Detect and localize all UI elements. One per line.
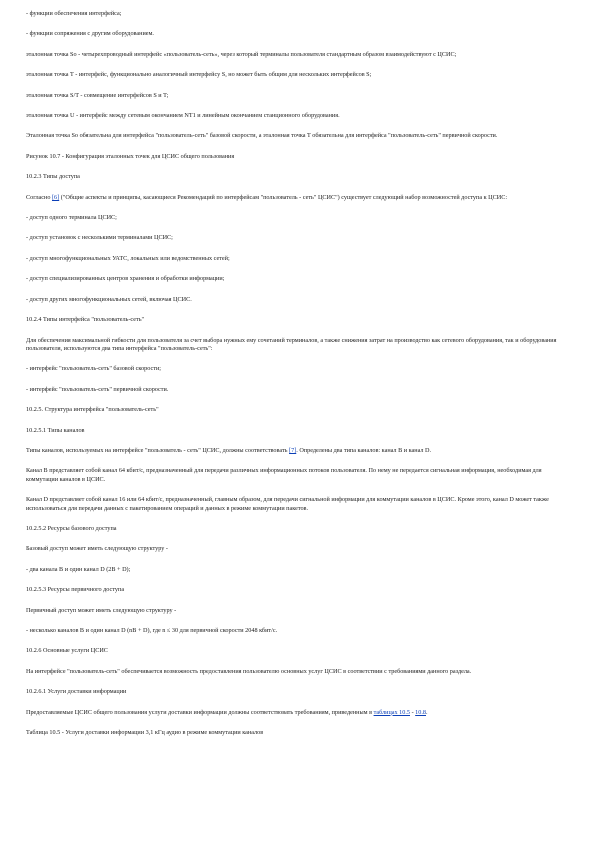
paragraph: эталонная точка S/T - совмещение интерфейсов S и T; bbox=[26, 91, 169, 99]
paragraph bbox=[26, 447, 574, 455]
paragraph: Канал D представляет собой канал 16 или 64 кбит/с, предназначенный, главным образом, для передачи сигнальной информации для коммутации каналов в ЦСИС. Кроме этого, канал D может также использоваться для передачи данных с пакетированием операций и данных в режиме коммутации пакетов. bbox=[26, 496, 549, 512]
paragraph-text: . bbox=[426, 708, 428, 716]
reference-link-6[interactable]: [6] bbox=[51, 193, 60, 201]
paragraph-text: Согласно bbox=[26, 193, 52, 201]
paragraph: эталонная точка T - интерфейс, функционально аналогичный интерфейсу S, но может быть общим для нескольких интерфейсов S; bbox=[26, 71, 372, 79]
table-link-10-5[interactable]: таблицах 10.5 bbox=[373, 708, 411, 716]
list-item: - доступ одного терминала ЦСИС; bbox=[26, 214, 117, 222]
list-item: - доступ других многофункциональных сетей, включая ЦСИС. bbox=[26, 295, 192, 303]
list-item: - доступ установок с несколькими терминалами ЦСИС; bbox=[26, 234, 173, 242]
paragraph: Эталонная точка Sо обязательна для интерфейса "пользователь-сеть" базовой скорости, а эталонная точка T обязательна для интерфейса "пользователь-сеть" первичной скорости. bbox=[26, 132, 498, 140]
table-link-10-8[interactable]: 10.8 bbox=[415, 708, 426, 716]
document-page bbox=[26, 10, 574, 749]
paragraph-text: - bbox=[410, 708, 416, 716]
section-heading: 10.2.6 Основные услуги ЦСИС bbox=[26, 647, 108, 655]
paragraph: Для обеспечения максимальной гибкости для пользователя за счет выбора нужных ему сочетаний терминалов, а также снижения затрат на производство как сетевого оборудования, так и оборудования пользователя, используются два типа интерфейса "пользователь-сеть": bbox=[26, 336, 557, 352]
paragraph: - функции сопряжения с другим оборудованием. bbox=[26, 30, 154, 38]
paragraph: На интерфейсе "пользователь-сеть" обеспечивается возможность предоставления пользователю основных услуг ЦСИС в соответствии с требованиями данного раздела. bbox=[26, 667, 472, 675]
list-item: - интерфейс "пользователь-сеть" первичной скорости. bbox=[26, 385, 169, 393]
paragraph-text: Предоставляемые ЦСИС общего пользования услуги доставки информации должны соответствовать требованиям, приведенным в bbox=[26, 708, 374, 716]
section-heading: 10.2.5. Структура интерфейса "пользователь-сеть" bbox=[26, 406, 159, 414]
paragraph bbox=[26, 709, 574, 717]
paragraph: Канал B представляет собой канал 64 кбит/с, предназначенный для передачи различных информационных потоков пользователя. По нему не передается сигнальная информация, необходимая для коммутации каналов в ЦСИС. bbox=[26, 467, 542, 483]
section-heading: 10.2.4 Типы интерфейса "пользователь-сеть" bbox=[26, 316, 145, 324]
table-caption: Таблица 10.5 - Услуги доставки информации 3,1 кГц аудио в режиме коммутации каналов bbox=[26, 729, 264, 737]
section-heading: 10.2.5.2 Ресурсы базового доступа bbox=[26, 524, 117, 532]
paragraph: эталонная точка U - интерфейс между сетевым окончанием NT1 и линейным окончанием станционного оборудования. bbox=[26, 112, 340, 120]
list-item: - доступ многофункциональных УАТС, локальных или ведомственных сетей; bbox=[26, 254, 230, 262]
paragraph: Первичный доступ может иметь следующую структуру - bbox=[26, 606, 177, 614]
list-item: - несколько каналов B и один канал D (nB + D), где n ≤ 30 для первичной скорости 2048 кбит/с. bbox=[26, 627, 278, 634]
section-heading: 10.2.3 Типы доступа bbox=[26, 173, 80, 181]
paragraph bbox=[26, 194, 574, 202]
section-heading: 10.2.5.3 Ресурсы первичного доступа bbox=[26, 586, 125, 594]
paragraph-text: . Определены два типа каналов: канал B и канал D. bbox=[296, 446, 432, 454]
reference-link-7[interactable]: [7] bbox=[289, 446, 297, 454]
list-item: - два канала B и один канал D (2B + D); bbox=[26, 565, 131, 573]
section-heading: 10.2.6.1 Услуги доставки информации bbox=[26, 688, 127, 696]
list-item: - интерфейс "пользователь-сеть" базовой скорости; bbox=[26, 365, 161, 373]
paragraph: Базовый доступ может иметь следующую структуру - bbox=[26, 545, 168, 553]
paragraph-text: ("Общие аспекты и принципы, касающиеся Рекомендаций по интерфейсам "пользователь - сеть" ЦСИС") существует следующий набор возможностей доступа к ЦСИС: bbox=[59, 193, 508, 201]
paragraph-text: Типы каналов, используемых на интерфейсе "пользователь - сеть" ЦСИС, должны соответствовать bbox=[26, 446, 290, 454]
section-heading: 10.2.5.1 Типы каналов bbox=[26, 426, 85, 434]
figure-caption: Рисунок 10.7 - Конфигурация эталонных точек для ЦСИС общего пользования bbox=[26, 152, 235, 160]
paragraph: - функции обеспечения интерфейса; bbox=[26, 10, 122, 17]
paragraph: эталонная точка Sо - четырехпроводный интерфейс «пользователь-сеть», через который терминалы пользователя стандартным образом взаимодействуют с ЦСИС; bbox=[26, 50, 457, 58]
list-item: - доступ специализированных центров хранения и обработки информации; bbox=[26, 275, 225, 283]
